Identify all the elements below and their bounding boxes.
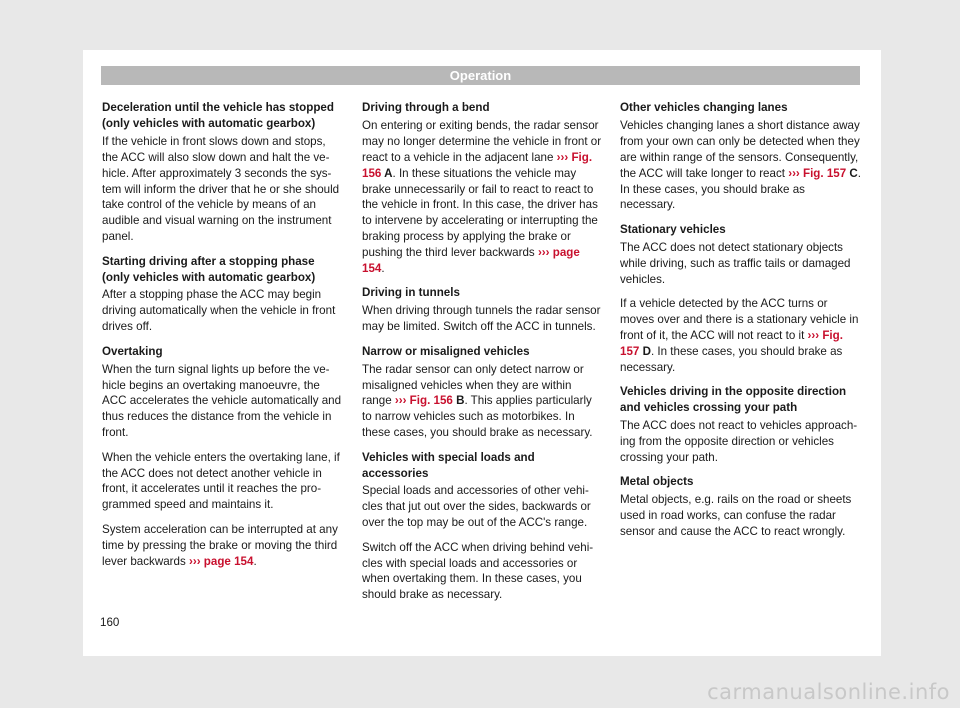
paragraph: When driving through tunnels the radar sensor may be limited. Switch off the ACC in tunnels. bbox=[362, 304, 601, 334]
column-middle bbox=[362, 100, 604, 612]
column-right bbox=[620, 100, 862, 548]
paragraph bbox=[620, 118, 862, 213]
paragraph: Switch off the ACC when driving behind vehicles with special loads and accessories or when overtaking them. In these cases, you should brake as necessary. bbox=[362, 540, 594, 602]
page-number: 160 bbox=[100, 616, 120, 629]
page-reference-link[interactable]: ››› page 154 bbox=[362, 246, 580, 276]
paragraph: The ACC does not detect stationary objects while driving, such as traffic tails or damaged vehicles. bbox=[620, 240, 851, 286]
text: On entering or exiting bends, the radar sensor may no longer determine the vehicle in front or react to a vehicle in the adjacent lane bbox=[362, 118, 602, 164]
heading-overtaking: Overtaking bbox=[102, 344, 163, 358]
heading-deceleration: Deceleration until the vehicle has stopped (only vehicles with automatic gearbox) bbox=[102, 101, 334, 130]
manual-page bbox=[83, 50, 881, 656]
heading-narrow-vehicles: Narrow or misaligned vehicles bbox=[362, 344, 530, 358]
paragraph: The ACC does not react to vehicles approaching from the opposite direction or vehicles crossing your path. bbox=[620, 418, 858, 464]
heading-driving-through-bend: Driving through a bend bbox=[362, 101, 490, 114]
text: . This applies particularly to narrow vehicles such as motorbikes. In these cases, you should brake as necessary. bbox=[362, 394, 593, 440]
paragraph bbox=[102, 522, 344, 570]
heading-stationary-vehicles: Stationary vehicles bbox=[620, 222, 726, 236]
text: . bbox=[381, 262, 385, 276]
figure-reference-link[interactable]: ››› Fig. 156 bbox=[362, 150, 593, 180]
column-left bbox=[102, 100, 344, 578]
paragraph: If the vehicle in front slows down and stops, the ACC will also slow down and halt the vehicle. After approximately 3 seconds the system will inform the driver that he or she should take control of the vehicle by means of an audible and visual warning on the instrument panel. bbox=[102, 134, 340, 244]
page-reference-link[interactable]: ››› page 154 bbox=[189, 554, 254, 568]
paragraph: After a stopping phase the ACC may begin driving automatically when the vehicle in front drives off. bbox=[102, 288, 336, 334]
text: . bbox=[253, 554, 257, 568]
figure-reference-link[interactable]: ››› Fig. 156 bbox=[394, 394, 453, 408]
paragraph bbox=[362, 362, 604, 442]
section-header: Operation bbox=[101, 66, 860, 85]
text: . In these cases, you should brake as necessary. bbox=[620, 166, 862, 212]
text: . In these situations the vehicle may brake unnecessarily or fail to react to react to the vehicle in front. In this case, the driver has to intervene by accelerating or interrupting the braking process by applying the brake or pushing the third lever backwards bbox=[362, 166, 598, 260]
text: If a vehicle detected by the ACC turns or moves over and there is a stationary vehicle in front of it, the ACC will not react to it bbox=[620, 296, 859, 342]
figure-reference-link[interactable]: ››› Fig. 157 bbox=[788, 166, 847, 180]
heading-driving-in-tunnels: Driving in tunnels bbox=[362, 286, 460, 300]
heading-changing-lanes: Other vehicles changing lanes bbox=[620, 101, 788, 114]
paragraph: When the turn signal lights up before the vehicle begins an overtaking manoeuvre, the ACC accelerates the vehicle automatically and thus reduces the distance from the vehicle in front. bbox=[102, 362, 342, 440]
paragraph: Metal objects, e.g. rails on the road or sheets used in road works, can confuse the radar sensor and cause the ACC to react wrongly. bbox=[620, 492, 852, 538]
paragraph bbox=[620, 296, 862, 376]
text: The radar sensor can only detect narrow or misaligned vehicles when they are within range bbox=[362, 362, 584, 408]
heading-starting-driving: Starting driving after a stopping phase (only vehicles with automatic gearbox) bbox=[102, 254, 316, 284]
figure-label: C bbox=[846, 166, 858, 180]
heading-opposite-direction: Vehicles driving in the opposite direction and vehicles crossing your path bbox=[620, 385, 847, 414]
paragraph bbox=[362, 118, 604, 277]
figure-label: B bbox=[452, 394, 465, 408]
figure-label: D bbox=[639, 344, 651, 358]
figure-label: A bbox=[381, 166, 393, 180]
figure-reference-link[interactable]: ››› Fig. 157 bbox=[620, 328, 843, 358]
text: System acceleration can be interrupted at any time by pressing the brake or moving the third lever backwards bbox=[102, 522, 338, 568]
text: . In these cases, you should brake as necessary. bbox=[620, 344, 843, 374]
watermark: carmanualsonline.info bbox=[707, 680, 950, 704]
heading-special-loads: Vehicles with special loads and accessories bbox=[362, 450, 535, 480]
text: Vehicles changing lanes a short distance away from your own can only be detected when they are within range of the sensors. Consequently, the ACC will take longer to react bbox=[620, 118, 860, 180]
heading-metal-objects: Metal objects bbox=[620, 475, 694, 489]
paragraph: Special loads and accessories of other vehicles that jut out over the sides, backwards or over the top may be out of the ACC's range. bbox=[362, 484, 591, 530]
paragraph: When the vehicle enters the overtaking lane, if the ACC does not detect another vehicle in front, it accelerates until it reaches the programmed speed and maintains it. bbox=[102, 450, 340, 512]
